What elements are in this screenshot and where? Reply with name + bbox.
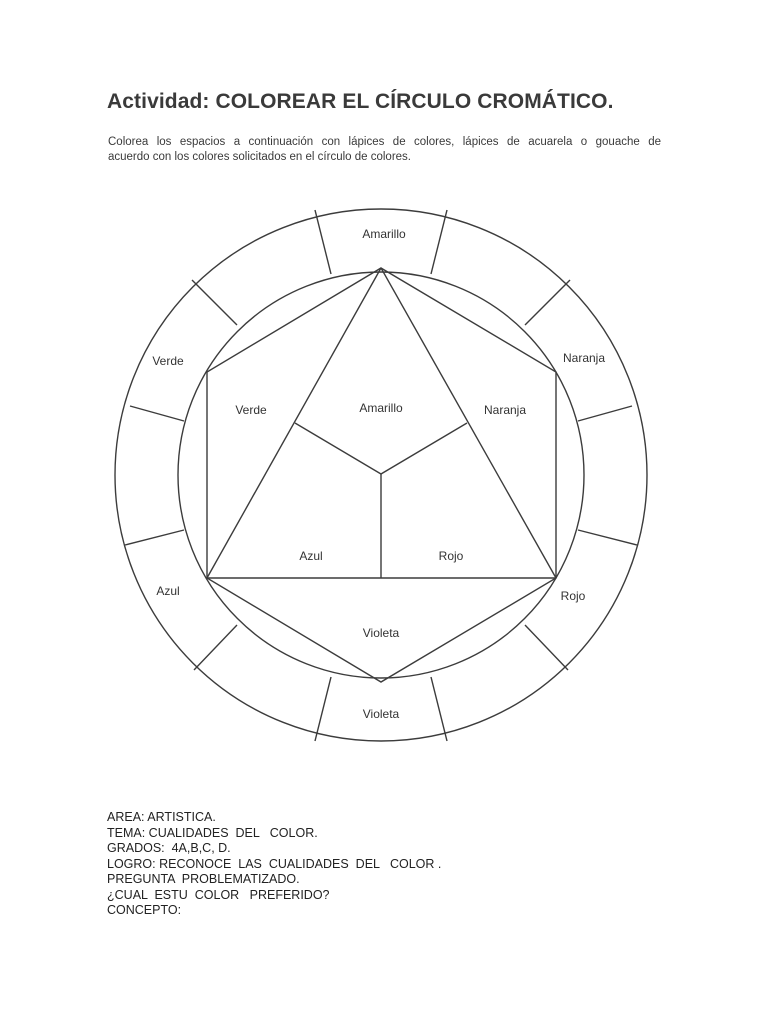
inner-label-naranja: Naranja [483,403,527,417]
inner-label-violeta: Violeta [362,626,400,640]
outer-label-amarillo: Amarillo [362,227,406,241]
inner-label-rojo: Rojo [438,549,464,563]
inner-label-azul: Azul [299,549,323,563]
outer-label-azul: Azul [156,584,180,598]
page-title: Actividad: COLOREAR EL CÍRCULO CROMÁTICO. [107,90,614,113]
grados-line: GRADOS: 4A,B,C, D. [107,841,231,855]
outer-label-verde: Verde [152,354,184,368]
question-line: ¿CUAL ESTU COLOR PREFERIDO? [107,887,330,902]
pregunta-line: PREGUNTA PROBLEMATIZADO. [107,872,300,886]
activity-info [107,810,667,919]
inner-label-amarillo: Amarillo [359,401,403,415]
logro-line: LOGRO: RECONOCE LAS CUALIDADES DEL COLOR . [107,856,442,871]
outer-label-rojo: Rojo [560,589,586,603]
outer-label-naranja: Naranja [562,351,606,365]
area-line: AREA: ARTISTICA. [107,810,216,824]
instructions-line-2: acuerdo con los colores solicitados en el círculo de colores. [108,151,411,163]
concepto-line: CONCEPTO: [107,903,182,917]
outer-label-violeta: Violeta [362,707,400,721]
inner-label-verde: Verde [235,403,267,417]
inner-figure [207,268,556,682]
tema-line: TEMA: CUALIDADES DEL COLOR. [107,825,318,840]
instructions-line-1: Colorea los espacios a continuación con lápices de colores, lápices de acuarela o gouache de [108,136,661,148]
